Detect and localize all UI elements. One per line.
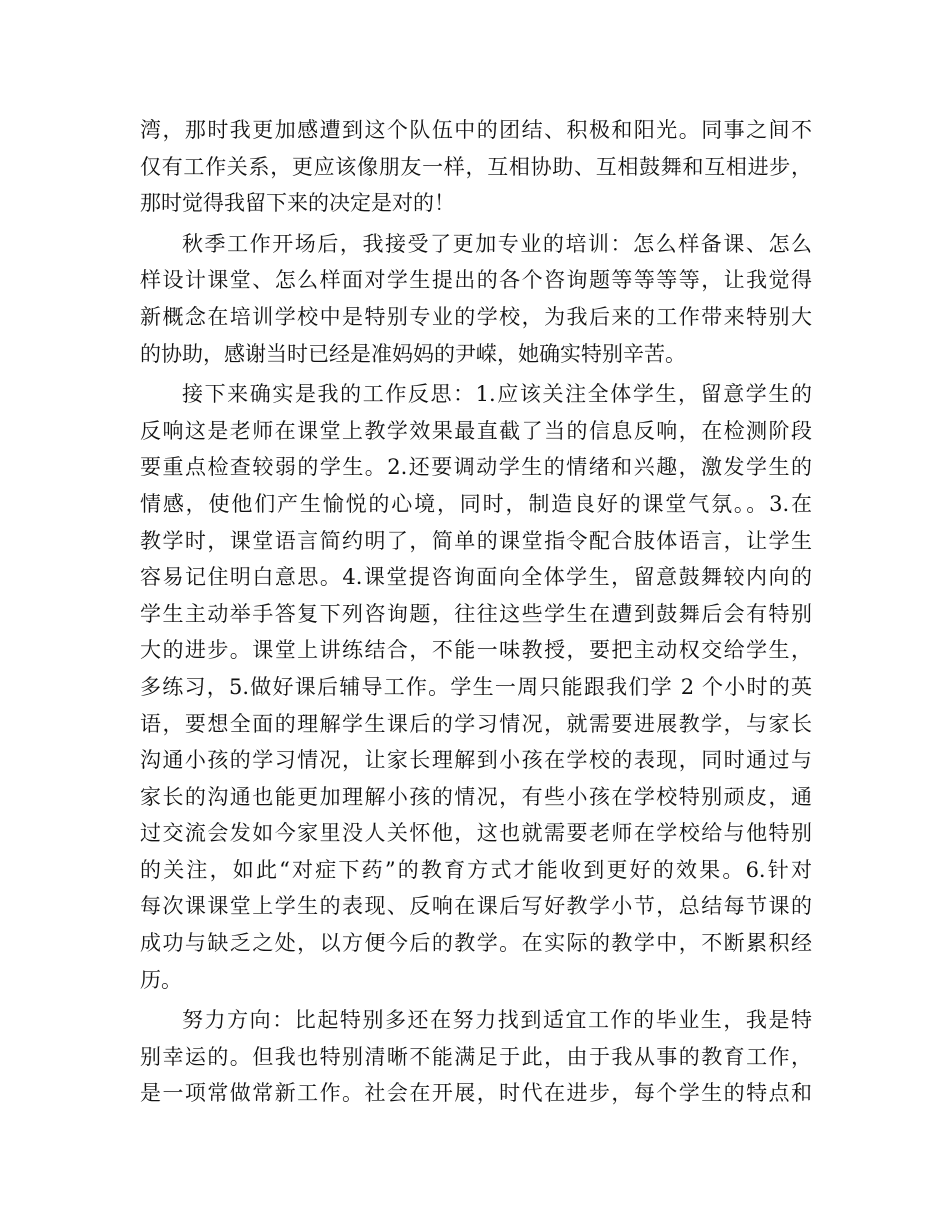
text-line: 成功与缺乏之处，以方便今后的教学。在实际的教学中，不断累积经 <box>140 931 812 956</box>
text-line: 学生主动举手答复下列咨询题，往往这些学生在遭到鼓舞后会有特别 <box>140 601 812 626</box>
text-line: 新概念在培训学校中是特别专业的学校，为我后来的工作带来特别大 <box>140 304 812 329</box>
text-line: 历。 <box>140 967 182 992</box>
text-line: 秋季工作开场后，我接受了更加专业的培训：怎么样备课、怎么 <box>182 231 812 256</box>
text-line: 教学时，课堂语言简约明了，简单的课堂指令配合肢体语言，让学生 <box>140 528 812 553</box>
text-line: 过交流会发如今家里没人关怀他，这也就需要老师在学校给与他特别 <box>140 821 812 846</box>
text-line: 情感，使他们产生愉悦的心境，同时，制造良好的课堂气氛。。3.在 <box>140 491 812 516</box>
text-line: 的关注，如此“对症下药”的教育方式才能收到更好的效果。6.针对 <box>140 857 812 882</box>
text-line: 努力方向：比起特别多还在努力找到适宜工作的毕业生，我是特 <box>182 1008 812 1033</box>
text-line: 语，要想全面的理解学生课后的学习情况，就需要进展教学，与家长 <box>140 711 812 736</box>
text-line: 容易记住明白意思。4.课堂提咨询面向全体学生，留意鼓舞较内向的 <box>140 565 812 590</box>
text-line: 多练习，5.做好课后辅导工作。学生一周只能跟我们学 2 个小时的英 <box>140 674 812 699</box>
text-line: 湾，那时我更加感遭到这个队伍中的团结、积极和阳光。同事之间不 <box>140 118 812 142</box>
text-line: 的协助，感谢当时已经是准妈妈的尹嵘，她确实特别辛苦。 <box>140 341 686 366</box>
text-line: 要重点检查较弱的学生。2.还要调动学生的情绪和兴趣，激发学生的 <box>140 455 812 480</box>
text-line: 样设计课堂、怎么样面对学生提出的各个咨询题等等等等，让我觉得 <box>140 268 812 293</box>
text-line: 反响这是老师在课堂上教学效果最直截了当的信息反响，在检测阶段 <box>140 418 812 443</box>
body-text <box>140 112 812 1112</box>
text-line: 是一项常做常新工作。社会在开展，时代在进步，每个学生的特点和 <box>140 1081 812 1106</box>
text-line: 仅有工作关系，更应该像朋友一样，互相协助、互相鼓舞和互相进步， <box>140 154 812 179</box>
text-line: 沟通小孩的学习情况，让家长理解到小孩在学校的表现，同时通过与 <box>140 748 812 773</box>
text-line: 别幸运的。但我也特别清晰不能满足于此，由于我从事的教育工作， <box>140 1044 812 1069</box>
text-line: 那时觉得我留下来的决定是对的！ <box>140 191 455 216</box>
text-line: 每次课课堂上学生的表现、反响在课后写好教学小节，总结每节课的 <box>140 894 812 919</box>
text-line: 大的进步。课堂上讲练结合，不能一味教授，要把主动权交给学生， <box>140 638 812 663</box>
text-line: 接下来确实是我的工作反思：1.应该关注全体学生，留意学生的 <box>182 382 812 407</box>
text-line: 家长的沟通也能更加理解小孩的情况，有些小孩在学校特别顽皮，通 <box>140 784 812 809</box>
